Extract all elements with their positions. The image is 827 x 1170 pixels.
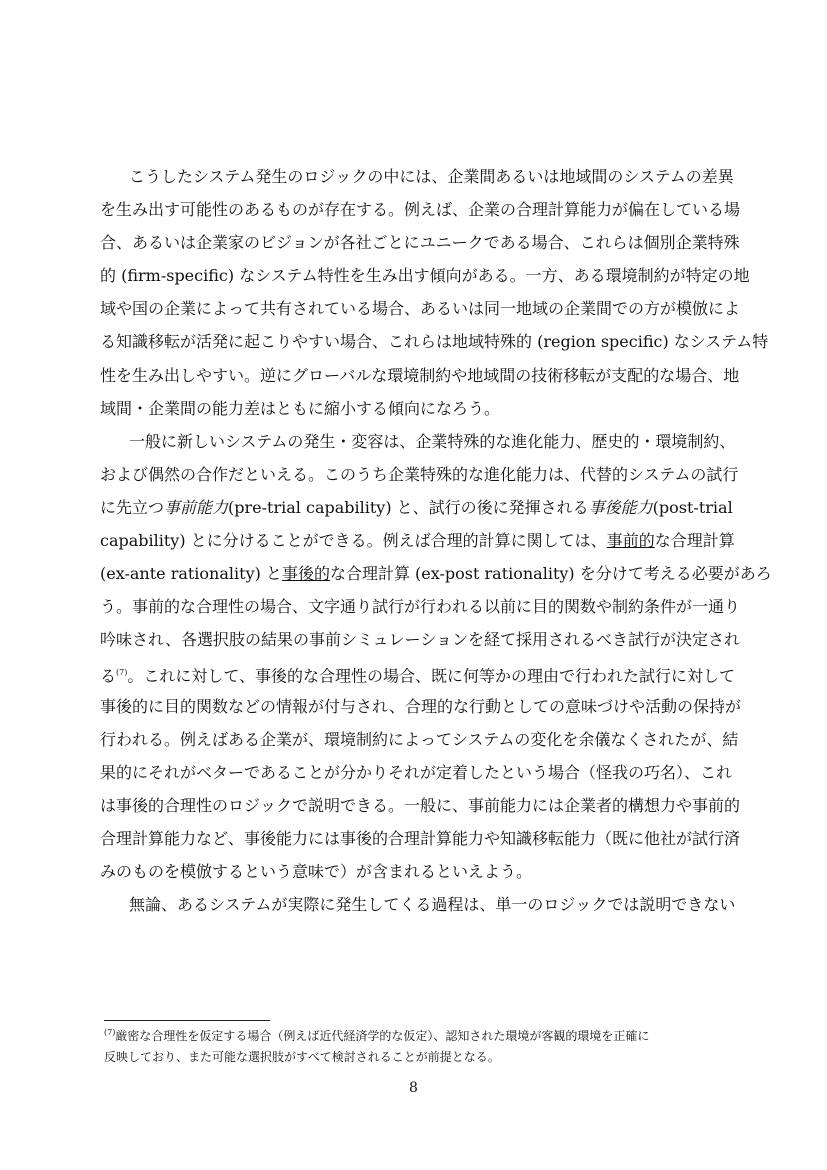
paragraph-1-line: 的 (firm-specific) なシステム特性を生み出す傾向がある。一方、ある環境制約が特定の地	[100, 266, 750, 286]
paragraph-1-line: こうしたシステム発生のロジックの中には、企業間あるいは地域間のシステムの差異	[129, 167, 734, 186]
text-run: (pre-trial capability) と、試行の後に発揮される	[228, 497, 589, 517]
paragraph-2-line	[100, 524, 772, 557]
text-run: 。これに対して、事後的な合理性の場合、既に何等かの理由で行われた試行に対して	[127, 666, 736, 686]
text-run: capability) とに分けることができる。例えば合理的計算に関しては、	[100, 531, 607, 551]
paragraph-1-line: 域間・企業間の能力差はともに縮小する傾向になろう。	[100, 398, 501, 418]
paragraph-2-line	[100, 656, 772, 689]
text-run: (ex-ante rationality) と	[100, 564, 282, 584]
paragraph-2-line: および偶然の合作だといえる。このうち企業特殊的な進化能力は、代替的システムの試行	[100, 464, 739, 484]
paragraph-2-line: 一般に新しいシステムの発生・変容は、企業特殊的な進化能力、歴史的・環境制約、	[129, 431, 736, 451]
paragraph-2-line: 事後的に目的関数などの情報が付与され、合理的な行動としての意味づけや活動の保持が	[100, 696, 741, 716]
paragraph-1-line: 合、あるいは企業家のビジョンが各社ごとにユニークである場合、これらは個別企業特殊	[100, 233, 740, 253]
footnote-text: 厳密な合理性を仮定する場合（例えば近代経済学的な仮定）、認知された環境が客観的環境を正確に	[115, 1029, 650, 1043]
footnote-line	[104, 1022, 776, 1047]
paragraph-1-line: 性を生み出しやすい。逆にグローバルな環境制約や地域間の技術移転が支配的な場合、地	[100, 365, 740, 385]
paragraph-1-line: を生み出す可能性のあるものが存在する。例えば、企業の合理計算能力が偏在している場	[100, 200, 741, 220]
body-text	[100, 160, 772, 921]
paragraph-2-line: 吟味され、各選択肢の結果の事前シミュレーションを経て採用されるべき試行が決定され	[100, 630, 741, 650]
underlined-term: 事前的	[606, 531, 655, 551]
paragraph-2-line: は事後的合理性のロジックで説明できる。一般に、事前能力には企業者的構想力や事前的	[100, 795, 741, 815]
footnote-divider	[104, 1020, 270, 1021]
emphasized-term: 事後能力	[588, 497, 653, 517]
underlined-term: 事後的	[281, 564, 330, 584]
paragraph-1-line: る知識移転が活発に起こりやすい場合、これらは地域特殊的 (region specific) なシステム特	[100, 332, 769, 352]
text-run: な合理計算	[654, 531, 735, 551]
paragraph-1-line: 域や国の企業によって共有されている場合、あるいは同一地域の企業間での方が模倣によ	[100, 299, 741, 319]
page-number: 8	[409, 1080, 418, 1096]
paragraph-2-line: 行われる。例えばある企業が、環境制約によってシステムの変化を余儀なくされたが、結	[100, 729, 739, 749]
paragraph-2-line: みのものを模倣するという意味で）が含まれるといえよう。	[100, 861, 533, 881]
footnote-line: 反映しており、また可能な選択肢がすべて検討されることが前提となる。	[104, 1050, 500, 1064]
paragraph-2-line: う。事前的な合理性の場合、文字通り試行が行われる以前に目的関数や制約条件が一通り	[100, 597, 741, 617]
emphasized-term: 事前能力	[164, 497, 229, 517]
paragraph-2-line	[100, 557, 772, 590]
paragraph-3-line: 無論、あるシステムが実際に発生してくる過程は、単一のロジックでは説明できない	[129, 895, 736, 915]
paragraph-2-line: 果的にそれがベターであることが分かりそれが定着したという場合（怪我の巧名）、これ	[100, 762, 733, 782]
footnote-mark: (7)	[104, 1028, 116, 1037]
text-run: る	[100, 666, 117, 686]
text-run: に先立つ	[100, 497, 165, 517]
footnote	[104, 1022, 776, 1068]
text-run: (post-trial	[652, 497, 733, 517]
footnote-reference: (7)	[116, 668, 128, 678]
paragraph-2-line: 合理計算能力など、事後能力には事後的合理計算能力や知識移転能力（既に他社が試行済	[100, 828, 741, 848]
text-run: な合理計算 (ex-post rationality) を分けて考える必要があろ	[329, 564, 772, 584]
paragraph-2-line	[100, 491, 772, 524]
